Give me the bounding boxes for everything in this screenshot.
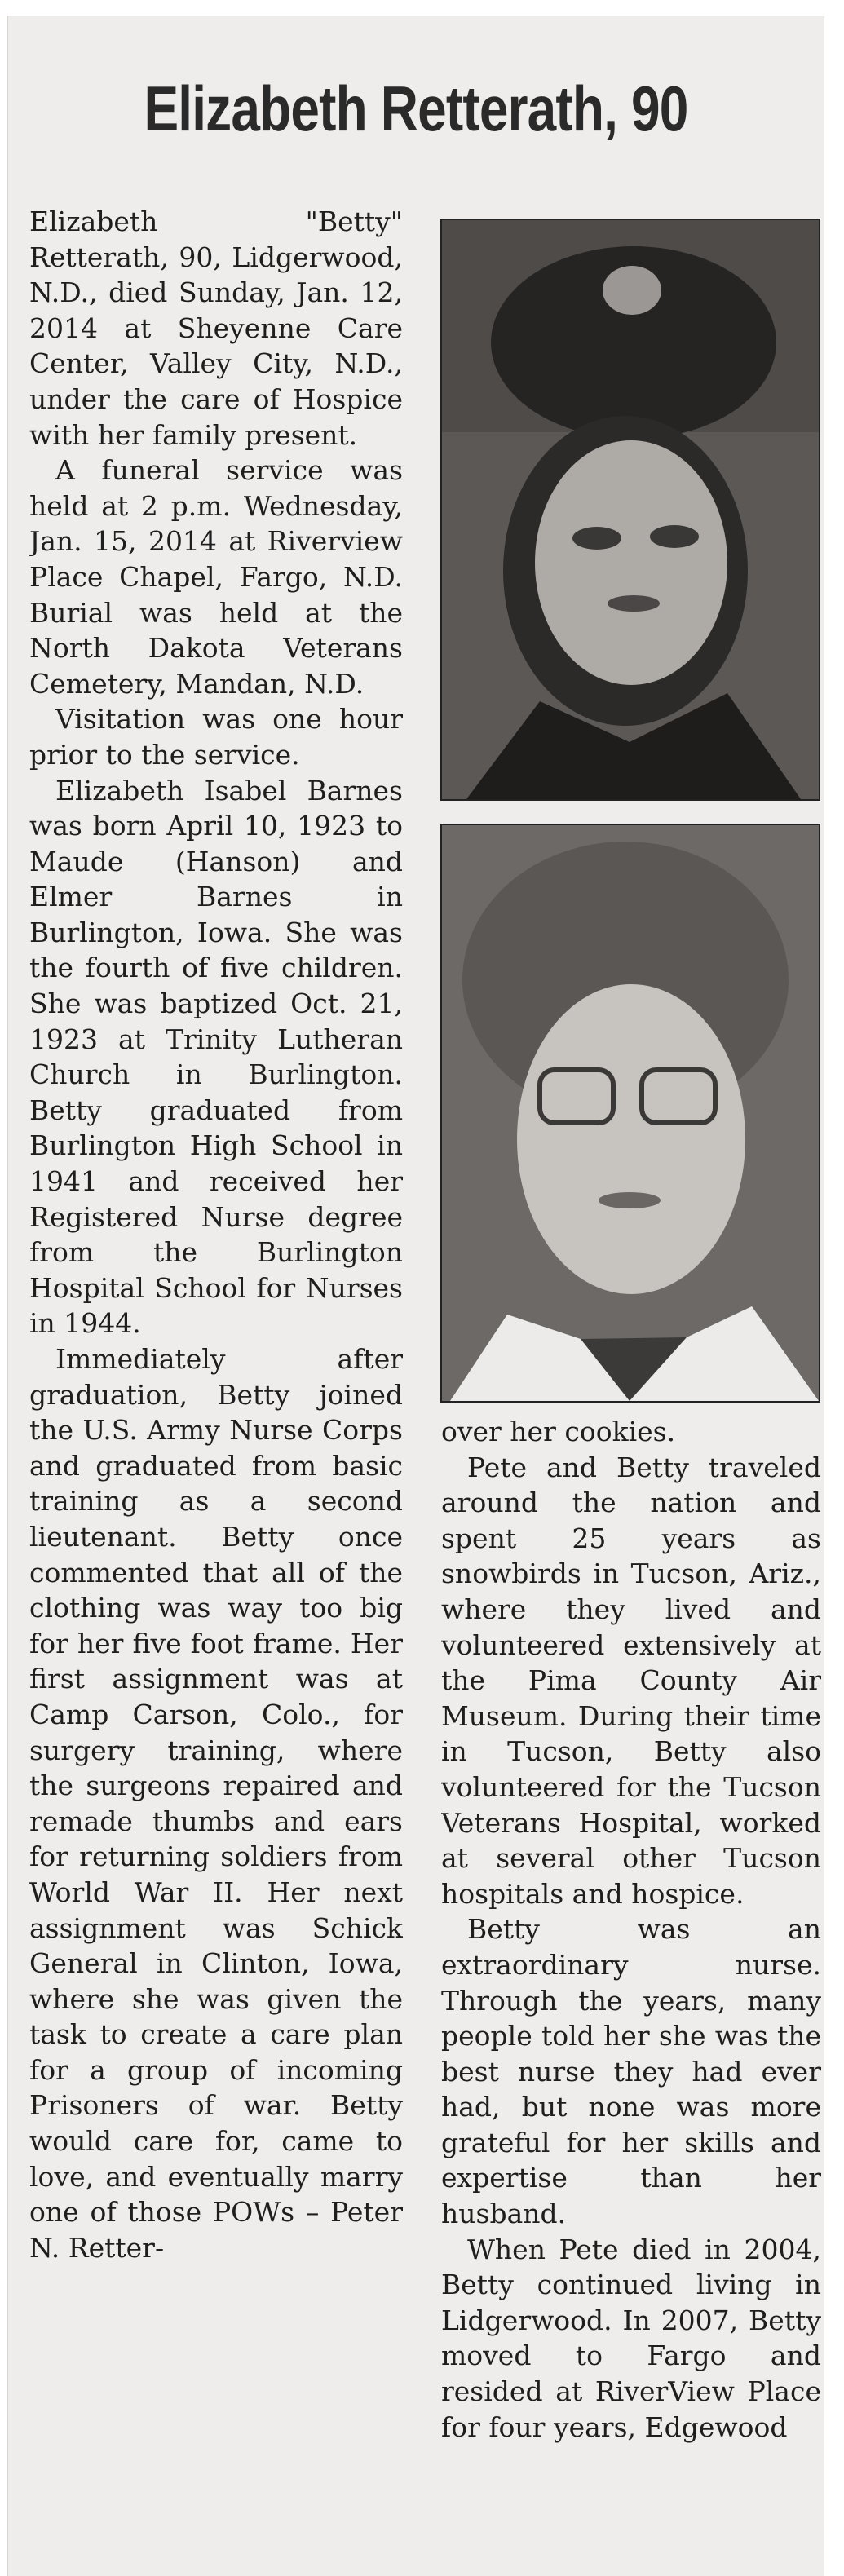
- article-column-left: [29, 204, 403, 2561]
- portrait-elderly-image: [442, 825, 819, 1401]
- paragraph-death-notice: Elizabeth "Betty" Retterath, 90, Lidgerwood, N.D., died Sunday, Jan. 12, 2014 at Sheyenne Care Center, Valley City, N.D., under the care of Hospice with her family present.: [29, 205, 403, 451]
- paragraph-later-life: When Pete died in 2004, Betty continued living in Lidgerwood. In 2007, Betty moved to Fargo and resided at RiverView Place for four years, Edgewood: [441, 2233, 821, 2443]
- portrait-uniform-image: [442, 220, 819, 799]
- newspaper-clipping: [7, 16, 824, 2576]
- paragraph-visitation: Visitation was one hour prior to the service.: [29, 703, 403, 771]
- portrait-photo-elderly: [440, 824, 820, 1403]
- obituary-headline: Elizabeth Retterath, 90: [144, 73, 688, 144]
- paragraph-travel: Pete and Betty traveled around the nation and spent 25 years as snowbirds in Tucson, Ariz., where they lived and volunteered extensively at the Pima County Air Museum. During their time in Tucson, Betty also volunteered for the Tucson Veterans Hospital, worked at several other Tucson hospitals and hospice.: [441, 1451, 821, 1910]
- paragraph-army-service: Immediately after graduation, Betty joined the U.S. Army Nurse Corps and graduated from basic training as a second lieutenant. Betty once commented that all of the clothing was way too big for her five foot frame. Her first assignment was at Camp Carson, Colo., for surgery training, where the surgeons repaired and remade thumbs and ears for returning soldiers from World War II. Her next assignment was Schick General in Clinton, Iowa, where she was given the task to create a care plan for a group of incoming Prisoners of war. Betty would care for, came to love, and eventually marry one of those POWs – Peter N. Retter-: [29, 1343, 403, 2264]
- portrait-photo-uniform: [440, 219, 820, 801]
- article-column-right: [441, 1414, 821, 2556]
- paragraph-early-life: Elizabeth Isabel Barnes was born April 10, 1923 to Maude (Hanson) and Elmer Barnes in Burlington, Iowa. She was the fourth of five children. She was baptized Oct. 21, 1923 at Trinity Lutheran Church in Burlington. Betty graduated from Burlington High School in 1941 and received her Registered Nurse degree from the Burlington Hospital School for Nurses in 1944.: [29, 774, 403, 1340]
- paragraph-nursing: Betty was an extraordinary nurse. Through the years, many people told her she was the best nurse they had ever had, but none was more grateful for her skills and expertise than her husband.: [441, 1913, 821, 2230]
- paragraph-cookies: over her cookies.: [441, 1416, 676, 1447]
- paragraph-funeral: A funeral service was held at 2 p.m. Wednesday, Jan. 15, 2014 at Riverview Place Chapel, Fargo, N.D. Burial was held at the North Dakota Veterans Cemetery, Mandan, N.D.: [29, 454, 403, 700]
